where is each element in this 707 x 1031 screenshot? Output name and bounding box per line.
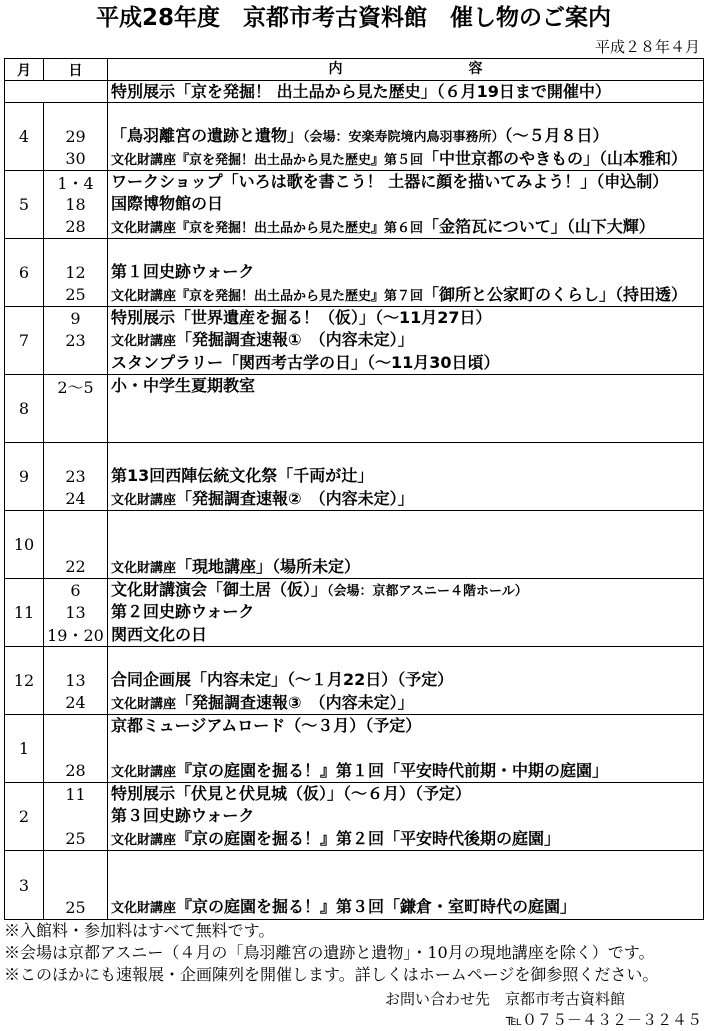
event-row (44, 579, 703, 601)
month-cell: 6 (5, 239, 44, 306)
merged-date-cell (5, 81, 108, 102)
event-content (108, 125, 703, 147)
event-day (44, 420, 108, 442)
month-events (44, 783, 703, 850)
event-content (108, 352, 703, 374)
event-day: 30 (44, 148, 108, 170)
event-content (108, 171, 703, 193)
header-content-label: 内容 (328, 61, 609, 77)
month-events (44, 647, 703, 714)
event-content (108, 624, 703, 646)
event-day: 23 (44, 465, 108, 487)
blank-row (44, 647, 703, 669)
event-title: ワークショップ「いろは歌を書こう！ 土器に顔を描いてみよう！」（申込制） (111, 172, 669, 191)
lecture-series: 文化財講座 (111, 560, 177, 576)
event-day: 19・20 (44, 624, 108, 646)
event-row (44, 805, 703, 827)
event-day (44, 443, 108, 465)
notes (4, 920, 658, 986)
event-content (108, 488, 703, 510)
event-content (108, 420, 703, 442)
event-day: 11 (44, 783, 108, 805)
month-cell: 8 (5, 375, 44, 442)
month-block (5, 579, 703, 647)
note-item: ※会場は京都アスニー（４月の「鳥羽離宮の遺跡と遺物」・10月の現地講座を除く）です。 (4, 943, 655, 962)
note-item: ※入館料・参加料はすべて無料です。 (4, 921, 275, 940)
event-title: 「発掘調査速報① （内容未定）」 (176, 330, 414, 350)
event-day: 24 (44, 488, 108, 510)
month-events (44, 239, 703, 306)
event-title: 関西文化の日 (111, 624, 208, 644)
event-content (108, 443, 703, 465)
event-row (44, 352, 703, 374)
month-cell: 5 (5, 171, 44, 238)
page-title: 平成28年度 京都市考古資料館 催し物のご案内 (95, 5, 611, 31)
month-events (44, 307, 703, 374)
event-content (108, 647, 703, 669)
event-title: 「現地講座」（場所未定） (176, 556, 361, 576)
event-title: 国際博物館の日 (111, 194, 224, 214)
note-item: ※このほかにも速報展・企画陳列を開催します。詳しくはホームページを御参照ください。 (4, 965, 659, 984)
blank-row (44, 397, 703, 419)
blank-row (44, 443, 703, 465)
blank-row (44, 239, 703, 261)
blank-row (44, 103, 703, 125)
month-block (5, 443, 703, 511)
event-title: 「御所と公家町のくらし」（持田透） (423, 284, 688, 304)
event-day (44, 715, 108, 737)
month-block (5, 239, 703, 307)
event-day (44, 397, 108, 419)
event-title: 京都ミュージアムロード（～３月）（予定） (111, 716, 422, 735)
lecture-series: 文化財講座 (111, 764, 177, 780)
event-day: 29 (44, 125, 108, 147)
event-title: 特別展示「伏見と伏見城（仮）」（～６月）（予定） (111, 784, 472, 803)
event-row (44, 465, 703, 487)
event-title: 文化財講演会「御土居（仮）」 (111, 580, 328, 599)
event-day: 13 (44, 669, 108, 691)
event-row (44, 193, 703, 215)
month-block (5, 307, 703, 375)
event-content (108, 692, 703, 714)
event-content (108, 148, 703, 170)
month-block (5, 511, 703, 579)
event-content (108, 669, 703, 691)
event-title: 小・中学生夏期教室 (111, 376, 256, 395)
month-events (44, 103, 703, 170)
event-title: 「金箔瓦について」（山下大輝） (423, 216, 655, 236)
event-content (108, 760, 703, 782)
event-day: 2～5 (44, 375, 108, 397)
event-content (108, 261, 703, 283)
lecture-series: 文化財講座 (111, 832, 177, 848)
lecture-series: 文化財講座 (111, 696, 177, 712)
event-title: 「中世京都のやきもの」（山本雅和） (423, 148, 688, 168)
event-day (44, 851, 108, 874)
event-content (108, 715, 703, 737)
event-title: 「発掘調査速報② （内容未定）」 (176, 488, 414, 508)
month-cell: 7 (5, 307, 44, 374)
event-period: （～５月８日） (504, 126, 609, 146)
month-block (5, 647, 703, 715)
event-day: 13 (44, 601, 108, 623)
event-title: 第１回史跡ウォーク (111, 262, 255, 282)
event-day (44, 737, 108, 759)
lecture-series: 文化財講座『京を発掘！出土品から見た歴史』第５回 (111, 152, 424, 168)
event-day (44, 647, 108, 669)
event-content (108, 375, 703, 397)
schedule-table (4, 58, 704, 920)
event-row (44, 329, 703, 351)
event-row (44, 556, 703, 578)
event-day: 25 (44, 896, 108, 919)
event-row (44, 488, 703, 510)
event-content (108, 103, 703, 125)
event-day: 28 (44, 760, 108, 782)
event-row (44, 261, 703, 283)
event-title: スタンプラリー「関西考古学の日」（～11月30日頃） (111, 352, 500, 372)
event-content (108, 397, 703, 419)
event-content (108, 579, 703, 601)
event-title: 『京の庭園を掘る！』第３回「鎌倉・室町時代の庭園」 (176, 897, 577, 917)
event-content (108, 828, 703, 850)
month-cell: 1 (5, 715, 44, 782)
month-block (5, 375, 703, 443)
event-content (108, 239, 703, 261)
event-day (44, 805, 108, 827)
month-cell: 4 (5, 103, 44, 170)
event-title: 第13回西陣伝統文化祭「千両が辻」 (111, 466, 374, 486)
lecture-series: 文化財講座 (111, 901, 177, 917)
event-day: 23 (44, 329, 108, 351)
blank-row (44, 511, 703, 533)
event-row (44, 828, 703, 850)
contact-info: お問い合わせ先 京都市考古資料館 (385, 990, 626, 1008)
event-row (44, 171, 703, 193)
blank-row (44, 420, 703, 442)
event-title: 特別展示「世界遺産を掘る！（仮）」（～11月27日） (111, 308, 492, 327)
event-day (44, 511, 108, 533)
month-events (44, 375, 703, 442)
month-events (44, 511, 703, 578)
blank-row (44, 851, 703, 874)
event-title: 「鳥羽離宮の遺跡と遺物」 (111, 126, 304, 146)
event-day: 28 (44, 216, 108, 238)
month-events (44, 579, 703, 646)
month-cell: 10 (5, 511, 44, 578)
event-content (108, 737, 703, 759)
event-day: 9 (44, 307, 108, 329)
month-cell: 12 (5, 647, 44, 714)
header-day: 日 (44, 59, 108, 80)
event-day: 22 (44, 556, 108, 578)
event-content (108, 533, 703, 555)
ongoing-exhibition-row (5, 81, 703, 103)
event-row (44, 669, 703, 691)
event-content (108, 556, 703, 578)
event-day (44, 874, 108, 897)
event-day: 6 (44, 579, 108, 601)
event-title: 第２回史跡ウォーク (111, 602, 255, 622)
month-cell: 11 (5, 579, 44, 646)
event-content (108, 851, 703, 874)
month-cell: 3 (5, 851, 44, 919)
blank-row (44, 737, 703, 759)
event-content (108, 601, 703, 623)
event-content (108, 511, 703, 533)
lecture-series: 文化財講座 (111, 492, 177, 508)
event-content (108, 216, 703, 238)
lecture-series: 文化財講座『京を発掘！出土品から見た歴史』第７回 (111, 288, 424, 304)
event-row (44, 783, 703, 805)
event-row (44, 307, 703, 329)
month-block (5, 171, 703, 239)
event-title: 「発掘調査速報③ （内容未定）」 (176, 692, 414, 712)
event-row (44, 896, 703, 919)
event-content (108, 307, 703, 329)
blank-row (44, 533, 703, 555)
month-block (5, 783, 703, 851)
blank-row (44, 874, 703, 897)
table-header (5, 59, 703, 81)
event-title: 特別展示「京を発掘！ 出土品から見た歴史」（６月19日まで開催中） (111, 82, 611, 101)
event-row (44, 692, 703, 714)
event-content (108, 805, 703, 827)
event-title: 合同企画展「内容未定」（～１月22日）（予定） (111, 670, 454, 690)
event-content (108, 874, 703, 897)
event-title: 第３回史跡ウォーク (111, 806, 255, 826)
event-day: 1・4 (44, 171, 108, 193)
phone-number: ℡０７５－４３２－３２４５ (505, 1011, 702, 1029)
event-day: 24 (44, 692, 108, 714)
event-row (44, 125, 703, 147)
event-row (44, 375, 703, 397)
event-row (44, 284, 703, 306)
month-block (5, 103, 703, 171)
month-events (44, 171, 703, 238)
month-cell: 2 (5, 783, 44, 850)
month-events (44, 715, 703, 782)
event-content (108, 284, 703, 306)
event-day (44, 239, 108, 261)
event-content (108, 783, 703, 805)
event-venue: （会場：京都アスニー４階ホール） (327, 584, 528, 599)
event-row (44, 148, 703, 170)
event-day: 25 (44, 284, 108, 306)
event-content (108, 329, 703, 351)
event-content (108, 193, 703, 215)
header-content (108, 59, 703, 80)
header-month: 月 (5, 59, 44, 80)
event-day: 12 (44, 261, 108, 283)
event-content (108, 465, 703, 487)
month-block (5, 715, 703, 783)
event-day: 25 (44, 828, 108, 850)
ongoing-exhibition (108, 81, 703, 102)
event-venue: （会場：安楽寿院境内鳥羽事務所） (303, 130, 505, 146)
event-day: 18 (44, 193, 108, 215)
issue-date: 平成２８年４月 (594, 38, 700, 56)
lecture-series: 文化財講座 (111, 334, 177, 350)
event-title: 『京の庭園を掘る！』第１回「平安時代前期・中期の庭園」 (176, 760, 609, 780)
event-title: 『京の庭園を掘る！』第２回「平安時代後期の庭園」 (176, 828, 561, 848)
lecture-series: 文化財講座『京を発掘！出土品から見た歴史』第６回 (111, 220, 424, 236)
event-day (44, 352, 108, 374)
event-content (108, 896, 703, 919)
event-row (44, 760, 703, 782)
event-day (44, 103, 108, 125)
event-day (44, 533, 108, 555)
month-events (44, 851, 703, 919)
event-row (44, 624, 703, 646)
month-events (44, 443, 703, 510)
month-block (5, 851, 703, 919)
month-cell: 9 (5, 443, 44, 510)
event-row (44, 601, 703, 623)
event-row (44, 715, 703, 737)
event-row (44, 216, 703, 238)
